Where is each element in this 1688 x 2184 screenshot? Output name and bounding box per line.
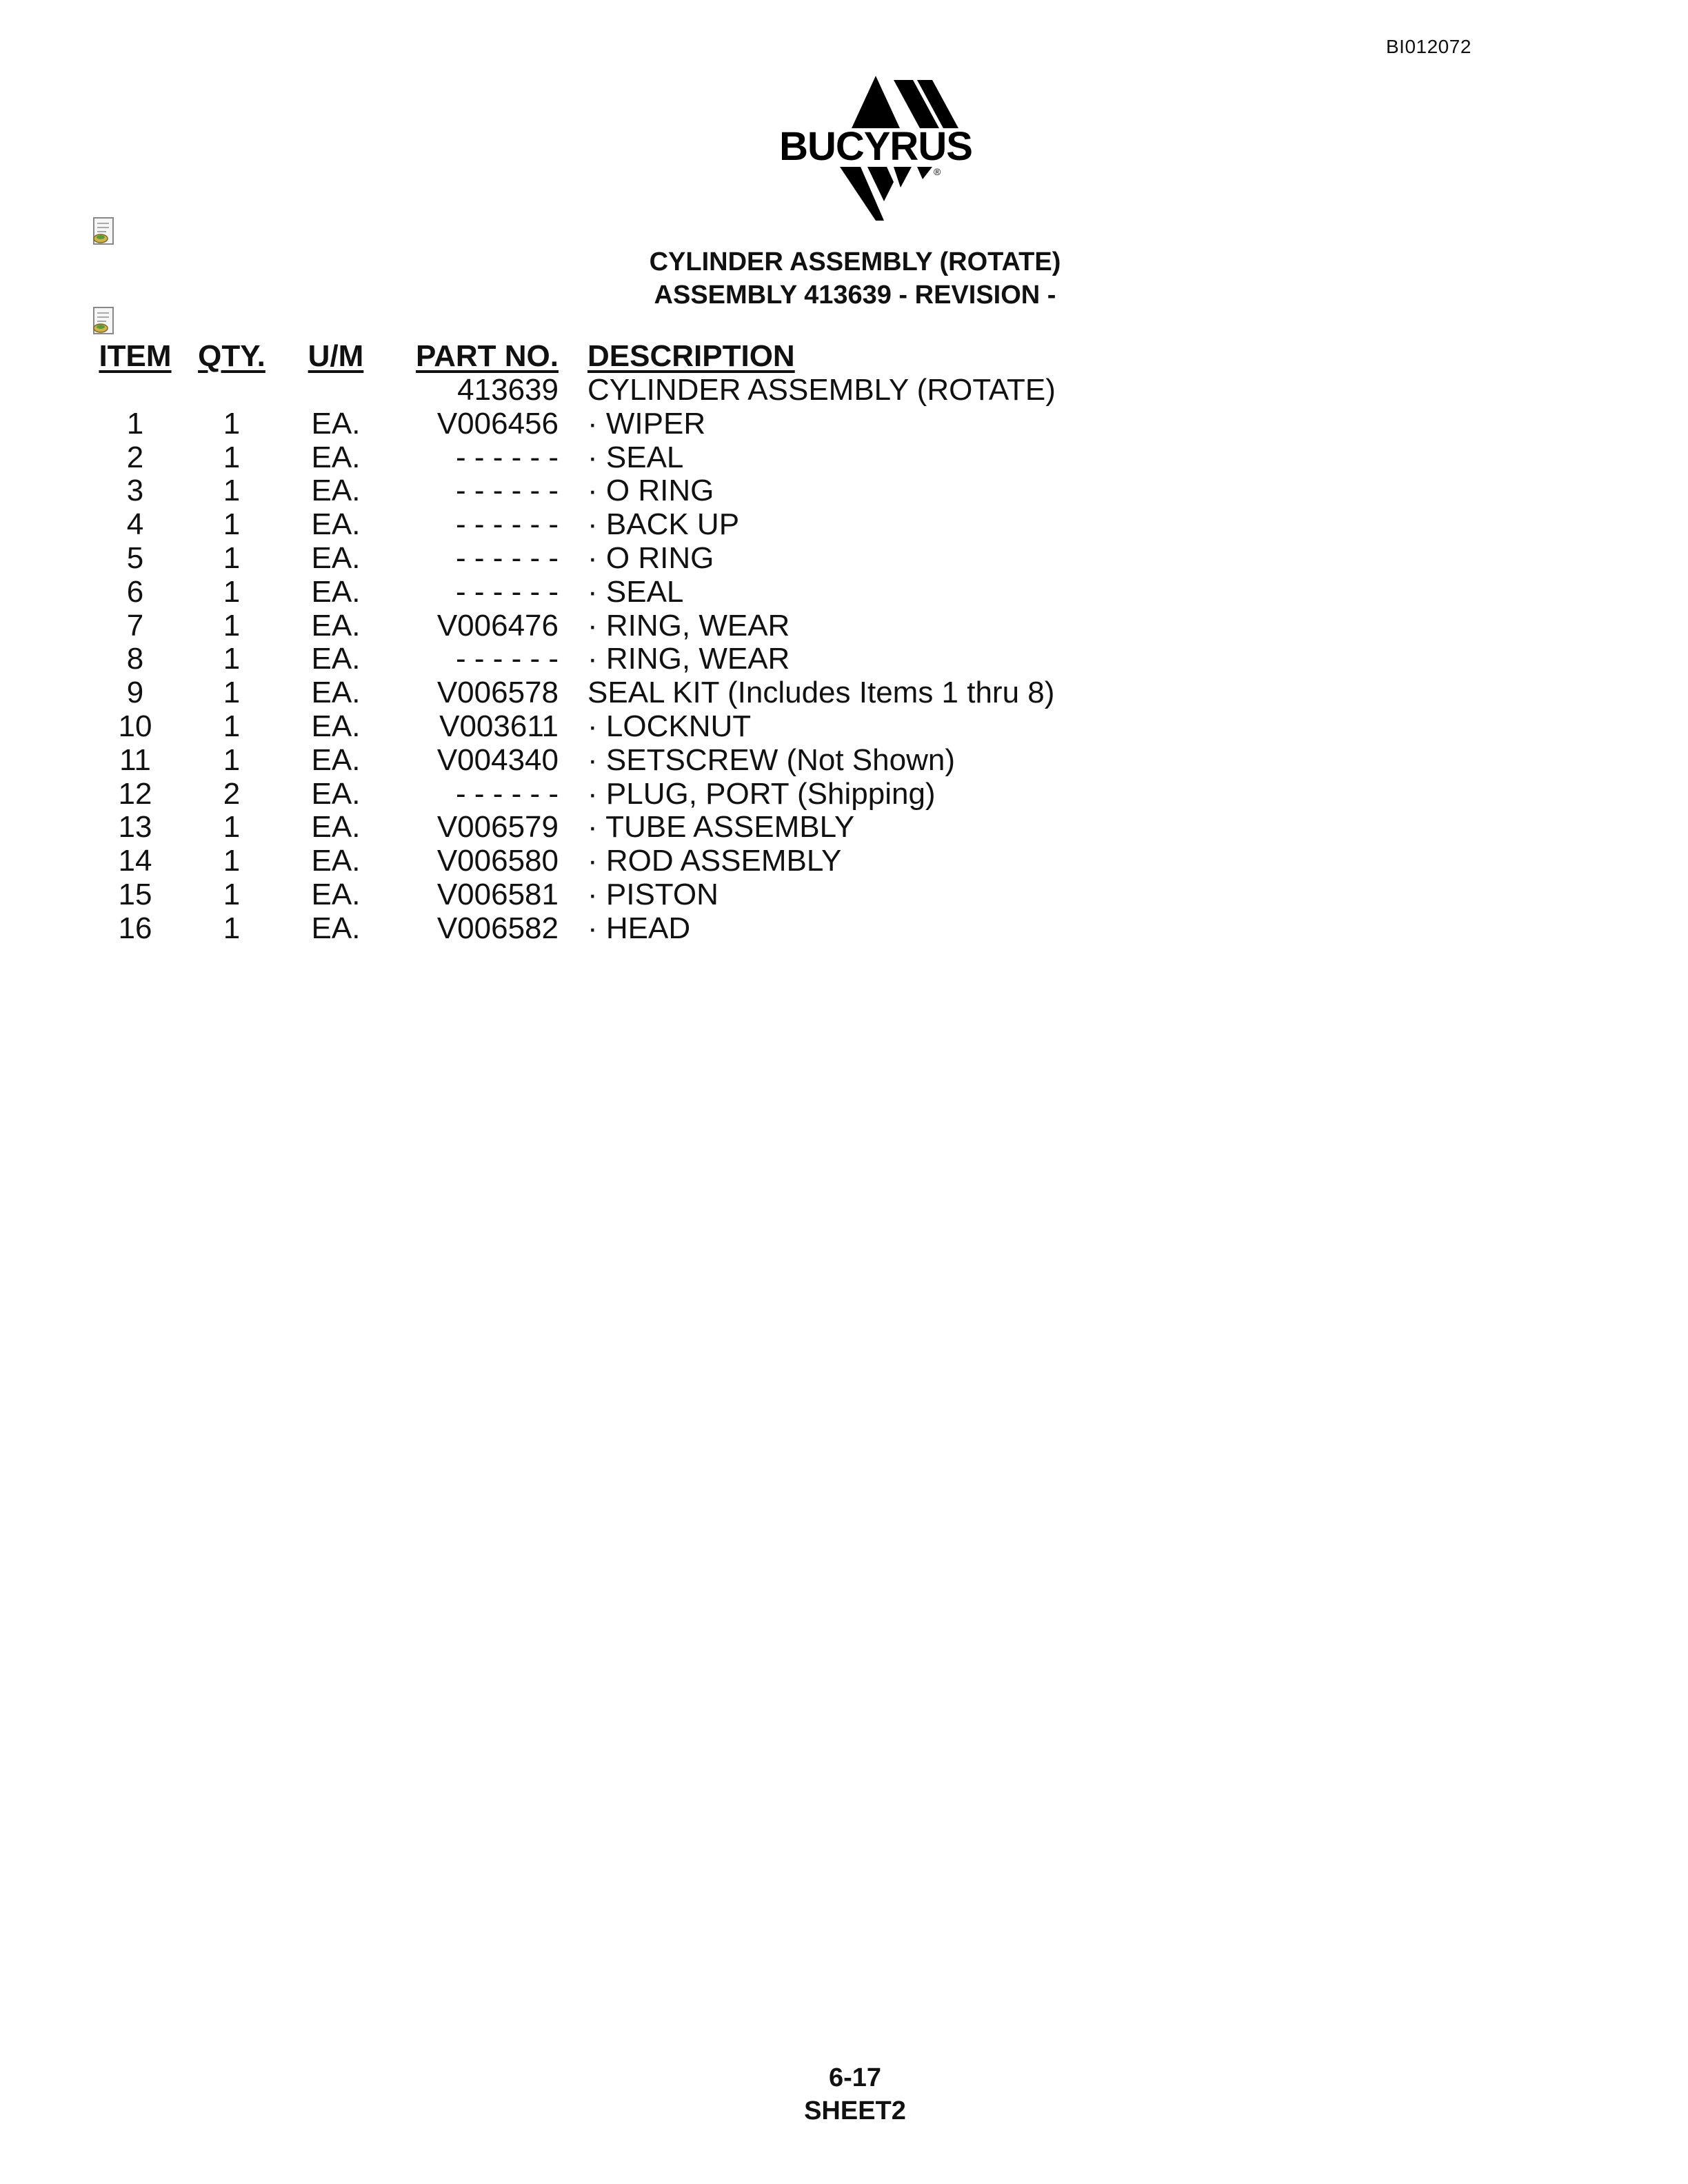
- cell-item: 7: [126, 608, 144, 643]
- cell-qty: 1: [223, 709, 241, 743]
- cell-qty: 1: [223, 574, 241, 609]
- header-description: DESCRIPTION: [587, 339, 795, 373]
- cell-item: 3: [126, 474, 144, 508]
- cell-description: · O RING: [587, 540, 714, 575]
- table-row: [92, 374, 1208, 407]
- svg-text:®: ®: [934, 166, 941, 177]
- table-row: [92, 744, 1208, 778]
- cell-um: EA.: [311, 709, 361, 743]
- cell-um: EA.: [311, 474, 361, 508]
- cell-qty: 1: [223, 608, 241, 643]
- table-row: [92, 710, 1208, 744]
- cell-item: 15: [118, 877, 152, 911]
- table-row: [92, 508, 1208, 542]
- cell-description: · SETSCREW (Not Shown): [587, 742, 955, 777]
- parts-table: [92, 334, 1208, 946]
- cell-um: EA.: [311, 608, 361, 643]
- cell-description: · PISTON: [587, 877, 719, 911]
- cell-item: [92, 374, 178, 407]
- cell-description: · ROD ASSEMBLY: [587, 844, 842, 878]
- cell-description: · RING, WEAR: [587, 642, 790, 676]
- cell-part-no: - - - - - -: [455, 642, 559, 676]
- cell-qty: 1: [223, 844, 241, 878]
- document-icon[interactable]: [91, 216, 119, 247]
- cell-um: EA.: [311, 810, 361, 845]
- cell-um: EA.: [311, 540, 361, 575]
- table-header-row: [92, 334, 1208, 374]
- cell-description: · BACK UP: [587, 507, 740, 542]
- cell-item: 10: [118, 709, 152, 743]
- cell-um: EA.: [311, 642, 361, 676]
- cell-description: · LOCKNUT: [587, 709, 752, 743]
- cell-qty: 1: [223, 911, 241, 945]
- header-part-no: PART NO.: [416, 339, 559, 373]
- table-row: [92, 676, 1208, 710]
- table-row: [92, 878, 1208, 912]
- cell-qty: 1: [223, 877, 241, 911]
- table-row: [92, 441, 1208, 475]
- bucyrus-logo: [758, 76, 993, 221]
- cell-description: · SEAL: [587, 574, 684, 609]
- cell-qty: 1: [223, 540, 241, 575]
- cell-um: EA.: [311, 574, 361, 609]
- cell-qty: 1: [223, 676, 241, 710]
- logo-wordmark: BUCYRUS: [779, 124, 972, 169]
- cell-description: · TUBE ASSEMBLY: [587, 810, 855, 845]
- cell-item: 16: [118, 911, 152, 945]
- title-block: [607, 245, 1103, 312]
- table-row: [92, 542, 1208, 576]
- page-number: 6-17: [828, 2063, 882, 2092]
- table-row: [92, 576, 1208, 609]
- cell-item: 8: [126, 642, 144, 676]
- cell-qty: 1: [223, 474, 241, 508]
- table-row: [92, 845, 1208, 878]
- cell-item: 12: [118, 776, 152, 811]
- cell-item: 9: [126, 676, 144, 710]
- cell-description: · PLUG, PORT (Shipping): [587, 776, 936, 811]
- cell-item: 11: [119, 742, 151, 777]
- cell-description: SEAL KIT (Includes Items 1 thru 8): [587, 676, 1055, 710]
- cell-um: EA.: [311, 742, 361, 777]
- cell-description: · RING, WEAR: [587, 608, 790, 643]
- table-row: [92, 778, 1208, 811]
- cell-part-no: - - - - - -: [455, 540, 559, 575]
- header-um: U/M: [308, 339, 364, 373]
- cell-part-no: V004340: [436, 742, 559, 777]
- assembly-revision: ASSEMBLY 413639 - REVISION -: [654, 281, 1056, 310]
- cell-um: [285, 374, 386, 407]
- cell-part-no: V003611: [439, 709, 559, 743]
- table-row: [92, 811, 1208, 845]
- cell-qty: 1: [223, 810, 241, 845]
- cell-qty: 1: [223, 440, 241, 474]
- cell-item: 5: [126, 540, 144, 575]
- parts-table-body: [92, 374, 1208, 946]
- cell-um: EA.: [311, 911, 361, 945]
- cell-part-no: V006476: [436, 608, 559, 643]
- sheet-label: SHEET2: [804, 2096, 906, 2125]
- cell-description: · O RING: [587, 474, 714, 508]
- cell-item: 6: [126, 574, 144, 609]
- cell-part-no: - - - - - -: [455, 474, 559, 508]
- cell-qty: [178, 374, 285, 407]
- cell-part-no: V006580: [436, 844, 559, 878]
- assembly-title: CYLINDER ASSEMBLY (ROTATE): [649, 247, 1061, 276]
- cell-item: 14: [118, 844, 152, 878]
- cell-part-no: 413639: [457, 373, 559, 407]
- cell-qty: 1: [223, 742, 241, 777]
- table-row: [92, 407, 1208, 441]
- header-qty: QTY.: [198, 339, 265, 373]
- cell-qty: 1: [223, 406, 241, 441]
- cell-um: EA.: [311, 776, 361, 811]
- cell-description: · WIPER: [587, 406, 706, 441]
- cell-qty: 2: [223, 776, 241, 811]
- cell-item: 4: [126, 507, 144, 542]
- document-icon[interactable]: [91, 306, 119, 336]
- cell-part-no: - - - - - -: [455, 507, 559, 542]
- table-row: [92, 609, 1208, 643]
- cell-item: 2: [126, 440, 144, 474]
- cell-part-no: - - - - - -: [455, 574, 559, 609]
- cell-um: EA.: [311, 440, 361, 474]
- cell-um: EA.: [311, 507, 361, 542]
- cell-part-no: - - - - - -: [455, 776, 559, 811]
- cell-part-no: V006578: [436, 676, 559, 710]
- cell-um: EA.: [311, 877, 361, 911]
- page-footer: [717, 2061, 993, 2127]
- table-row: [92, 474, 1208, 508]
- cell-description: · HEAD: [587, 911, 691, 945]
- cell-item: 1: [126, 406, 144, 441]
- table-row: [92, 912, 1208, 946]
- cell-item: 13: [118, 810, 152, 845]
- cell-part-no: V006579: [436, 810, 559, 845]
- cell-description: · SEAL: [587, 440, 684, 474]
- cell-part-no: V006582: [436, 911, 559, 945]
- cell-qty: 1: [223, 507, 241, 542]
- cell-part-no: V006581: [436, 877, 559, 911]
- cell-part-no: - - - - - -: [455, 440, 559, 474]
- cell-um: EA.: [311, 406, 361, 441]
- cell-qty: 1: [223, 642, 241, 676]
- cell-part-no: V006456: [436, 406, 559, 441]
- cell-um: EA.: [311, 844, 361, 878]
- table-row: [92, 643, 1208, 676]
- document-id: BI012072: [1386, 36, 1471, 57]
- cell-description: CYLINDER ASSEMBLY (ROTATE): [587, 373, 1056, 407]
- cell-um: EA.: [311, 676, 361, 710]
- header-item: ITEM: [99, 339, 172, 373]
